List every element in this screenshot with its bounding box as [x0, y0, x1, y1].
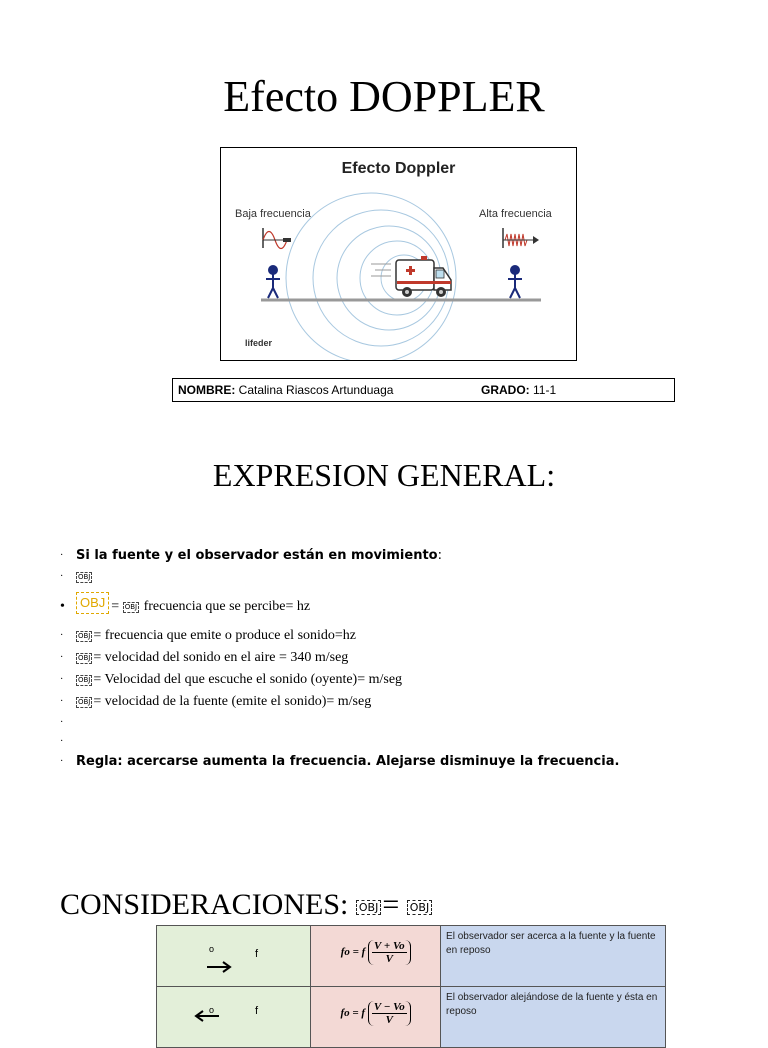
- formula: fo = f $\frac{V + Vo}{V}$: [311, 940, 440, 965]
- table-row: [157, 987, 666, 1048]
- considerations-table: [156, 925, 666, 1048]
- student-info-box: [172, 378, 675, 402]
- bullet-dot: •: [60, 599, 65, 614]
- bullet-dot: ·: [60, 550, 64, 561]
- bullet-dot: ·: [60, 736, 64, 747]
- table-row: [157, 926, 666, 987]
- low-frequency-wave-icon: [263, 228, 291, 249]
- bullet-moving-case: · Si la fuente y el observador están en movimiento:: [60, 548, 442, 564]
- bullet-dot: ·: [60, 696, 64, 707]
- embedded-object-icon: OBJ: [407, 900, 432, 915]
- embedded-object-icon: OBJ: [356, 900, 381, 915]
- low-frequency-label: Baja frecuencia: [235, 208, 311, 220]
- bullet-obj: [60, 568, 93, 586]
- expression-title: EXPRESION GENERAL:: [212, 457, 556, 493]
- high-frequency-wave-icon: [503, 228, 539, 248]
- description-cell: El observador alejándose de la fuente y ésta en reposo: [441, 987, 666, 1048]
- bullet-empty: [60, 733, 76, 751]
- doppler-figure: [220, 147, 577, 361]
- grade-value: 11-1: [533, 383, 557, 397]
- name-value: Catalina Riascos Artunduaga: [238, 383, 394, 397]
- symbol-cell: o f: [157, 987, 311, 1048]
- bullet-sound-speed: · OBJ = velocidad del sonido en el aire = 340 m/seg: [60, 650, 349, 666]
- embedded-object-selected-icon[interactable]: OBJ: [76, 592, 109, 614]
- grade-group: [481, 379, 556, 401]
- embedded-object-icon: OBJ: [124, 602, 138, 611]
- formula-cell: [311, 926, 441, 987]
- arrow-left-icon: [191, 1009, 221, 1023]
- bullet-empty: [60, 714, 76, 732]
- bullet-perceived-frequency: • OBJ = OBJ frecuencia que se percibe= hz: [60, 598, 310, 620]
- formula-cell: [311, 987, 441, 1048]
- observer-left-icon: [266, 266, 280, 298]
- bullet-emitted-frequency: · OBJ = frecuencia que emite o produce el sonido=hz: [60, 628, 357, 644]
- symbol-cell: o f: [157, 926, 311, 987]
- considerations-title: CONSIDERACIONES: OBJ = OBJ: [60, 886, 433, 924]
- bullet-dot: ·: [60, 674, 64, 685]
- embedded-object-icon: OBJ: [78, 697, 91, 706]
- description-cell: El observador ser acerca a la fuente y la fuente en reposo: [441, 926, 666, 987]
- grade-label: GRADO:: [481, 383, 530, 397]
- figure-credit: lifeder: [245, 338, 273, 348]
- observer-right-icon: [508, 266, 522, 298]
- figure-title: Efecto Doppler: [341, 160, 456, 177]
- page-title: Efecto DOPPLER: [223, 72, 545, 121]
- bullet-dot: ·: [60, 756, 64, 767]
- bullet-listener-speed: · OBJ = Velocidad del que escuche el sonido (oyente)= m/seg: [60, 672, 403, 688]
- embedded-object-icon: OBJ: [78, 675, 91, 684]
- bullet-dot: ·: [60, 630, 64, 641]
- bullet-dot: ·: [60, 652, 64, 663]
- bullet-dot: ·: [60, 571, 64, 582]
- embedded-object-icon: OBJ: [78, 631, 91, 640]
- embedded-object-icon: OBJ: [78, 653, 91, 662]
- bullet-rule: · Regla: acercarse aumenta la frecuencia. Alejarse disminuye la frecuencia.: [60, 754, 620, 770]
- arrow-right-icon: [205, 960, 235, 974]
- formula: fo = f $\frac{V - Vo}{V}$: [311, 1001, 440, 1026]
- high-frequency-label: Alta frecuencia: [479, 208, 552, 220]
- doppler-illustration: [221, 148, 577, 361]
- embedded-object-icon: OBJ: [78, 572, 91, 581]
- bullet-source-speed: · OBJ = velocidad de la fuente (emite el sonido)= m/seg: [60, 694, 372, 710]
- bullet-dot: ·: [60, 717, 64, 728]
- name-label: NOMBRE:: [178, 383, 236, 397]
